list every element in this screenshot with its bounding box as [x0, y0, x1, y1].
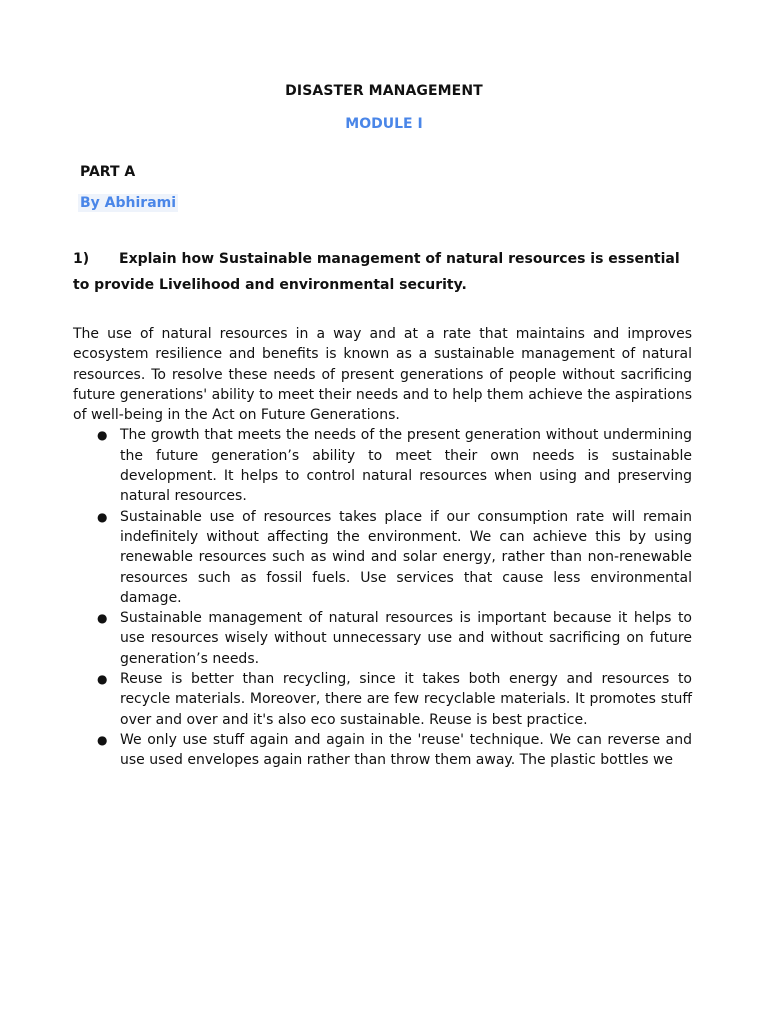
bullet-icon: ●: [97, 732, 108, 747]
list-item: [97, 669, 692, 730]
list-item-text: Sustainable management of natural resources is important because it helps to use resources wisely without unnecessary use and without sacrificing on future generation’s needs.: [120, 610, 692, 667]
bullet-icon: ●: [97, 672, 108, 687]
list-item: [97, 730, 692, 771]
intro-paragraph: The use of natural resources in a way and at a rate that maintains and improves ecosystem resilience and benefits is known as a sustainable management of natural resources. To resolve these needs of present generations of people without sacrificing future generations' ability to meet their needs and to help them achieve the aspirations of well-being in the Act on Future Generations.: [73, 326, 692, 424]
list-item-text: Sustainable use of resources takes place if our consumption rate will remain indefinitely without affecting the environment. We can achieve this by using renewable resources such as wind and solar energy, rather than non-renewable resources such as fossil fuels. Use services that cause less environmental damage.: [120, 508, 692, 606]
list-item-text: Reuse is better than recycling, since it takes both energy and resources to recycle materials. Moreover, there are few recyclable materials. It promotes stuff over and over and it's also eco sustainable. Reuse is best practice.: [120, 671, 692, 728]
list-item: [97, 608, 692, 669]
document-title: DISASTER MANAGEMENT: [285, 83, 483, 99]
bullet-list: [73, 425, 692, 770]
author-line: By Abhirami: [80, 195, 177, 211]
bullet-icon: ●: [97, 428, 108, 443]
bullet-icon: ●: [97, 611, 108, 626]
question: [73, 246, 693, 298]
list-item: [97, 425, 692, 506]
bullet-icon: ●: [97, 509, 108, 524]
module-heading: MODULE I: [345, 116, 423, 132]
list-item-text: The growth that meets the needs of the present generation without undermining the future generation’s ability to meet their own needs is sustainable development. It helps to control natural resources when using and preserving natural resources.: [120, 427, 692, 505]
list-item-text: We only use stuff again and again in the 'reuse' technique. We can reverse and use used envelopes again rather than throw them away. The plastic bottles we: [120, 731, 692, 769]
part-heading: PART A: [80, 164, 136, 180]
question-text: Explain how Sustainable management of natural resources is essential to provide Livelihood and environmental security.: [73, 251, 680, 293]
question-number: 1): [73, 251, 90, 267]
list-item: [97, 507, 692, 608]
answer-body: [73, 324, 692, 771]
